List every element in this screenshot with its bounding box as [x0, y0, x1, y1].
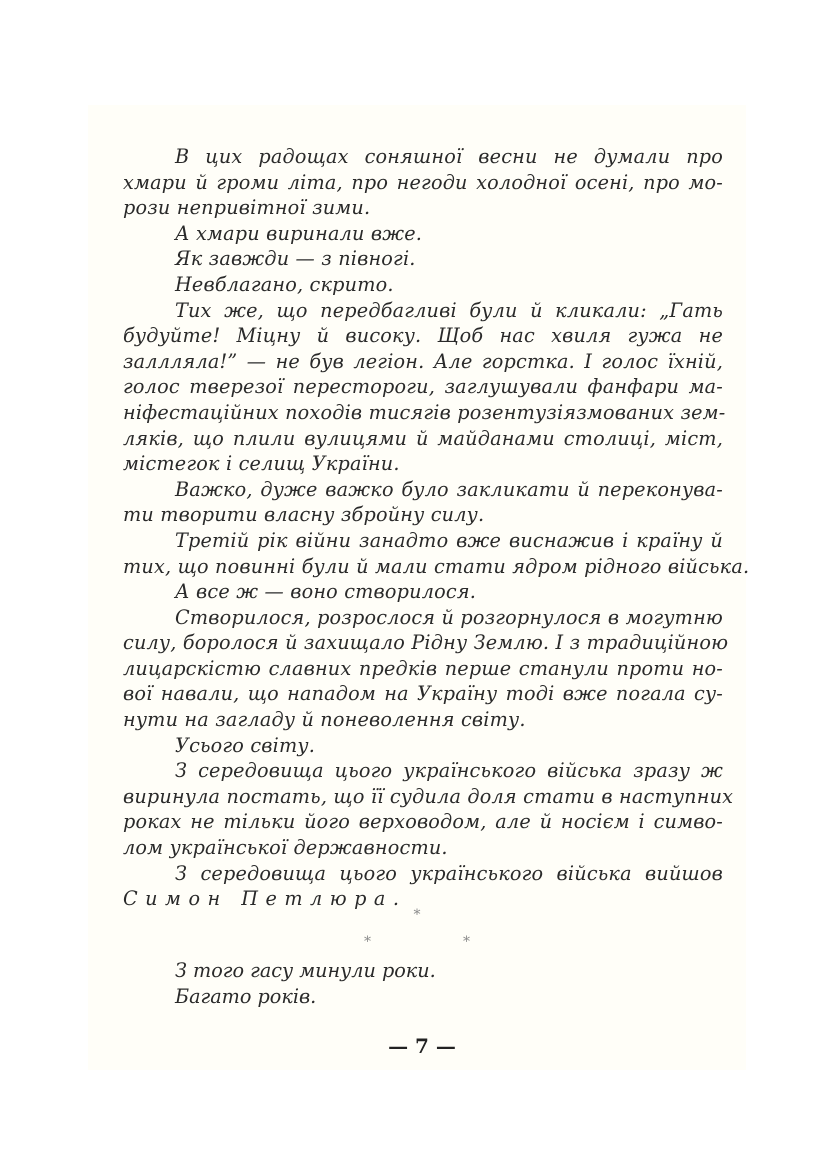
name-line: Симон Петлюра.: [123, 887, 407, 911]
asterisk-icon: *: [413, 907, 421, 923]
asterisk-icon: *: [364, 934, 371, 950]
text-line: будуйте! Міцну й високу. Щоб нас хвиля гужа не: [123, 324, 723, 348]
page-number: — 7 —: [388, 1034, 456, 1058]
section-separator-top: [88, 907, 746, 923]
text-line: лом української державности.: [123, 836, 448, 860]
text-line: Невблагано, скрито.: [175, 272, 394, 296]
text-line: рози непривітної зими.: [123, 196, 371, 220]
text-line: Як завжди — з півногі.: [175, 247, 416, 271]
text-line: Усього світу.: [175, 733, 316, 757]
text-line: Тих же, що передбагливі були й кликали: „Гать: [175, 298, 723, 322]
text-line: ляків, що плили вулицями й майданами столиці, міст,: [123, 426, 723, 450]
text-line: вої навали, що нападом на Україну тоді вже погала су-: [123, 682, 723, 706]
text-line: Створилося, розрослося й розгорнулося в могутню: [175, 605, 723, 629]
text-line: З середовища цього українського війська зразу ж: [175, 759, 723, 783]
text-line: заллляла!” — не був легіон. Але горстка. І голос їхній,: [123, 349, 723, 373]
text-line: ніфестаційних походів тисягів розентузіязмованих зем-: [123, 400, 726, 424]
text-line: хмари й громи літа, про негоди холодної осені, про мо-: [123, 170, 723, 194]
text-line: силу, боролося й захищало Рідну Землю. І з традиційною: [123, 631, 729, 655]
section-separator-bottom: [88, 934, 746, 950]
text-line: В цих радощах соняшної весни не думали про: [175, 145, 723, 168]
text-line: Третій рік війни занадто вже виснажив і країну й: [175, 528, 723, 552]
text-line: А все ж — воно створилося.: [175, 580, 477, 604]
text-line: роках не тільки його верховодом, але й носієм і симво-: [123, 810, 723, 834]
text-line: лицарскістю славних предків перше станули проти но-: [123, 656, 723, 680]
text-line: нути на загладу й поневолення світу.: [123, 708, 526, 732]
text-line: З того гасу минули роки.: [175, 959, 436, 982]
body-text: [123, 144, 750, 912]
text-line: А хмари виринали вже.: [175, 221, 423, 245]
closing-text: [175, 958, 436, 1009]
text-line: З середовища цього українського війська вийшов: [175, 861, 723, 885]
text-line: містегок і селищ України.: [123, 452, 400, 476]
asterisk-icon: *: [463, 934, 470, 950]
text-line: Важко, дуже важко було закликати й переконува-: [175, 477, 723, 501]
text-line: Багато років.: [175, 984, 317, 1008]
text-line: тих, що повинні були й мали стати ядром рідного війська.: [123, 554, 750, 578]
text-line: голос тверезої пересторoги, заглушували фанфари ма-: [123, 375, 723, 399]
text-line: виринула постать, що її судила доля стати в наступних: [123, 784, 734, 808]
text-line: ти творити власну збройну силу.: [123, 503, 485, 527]
